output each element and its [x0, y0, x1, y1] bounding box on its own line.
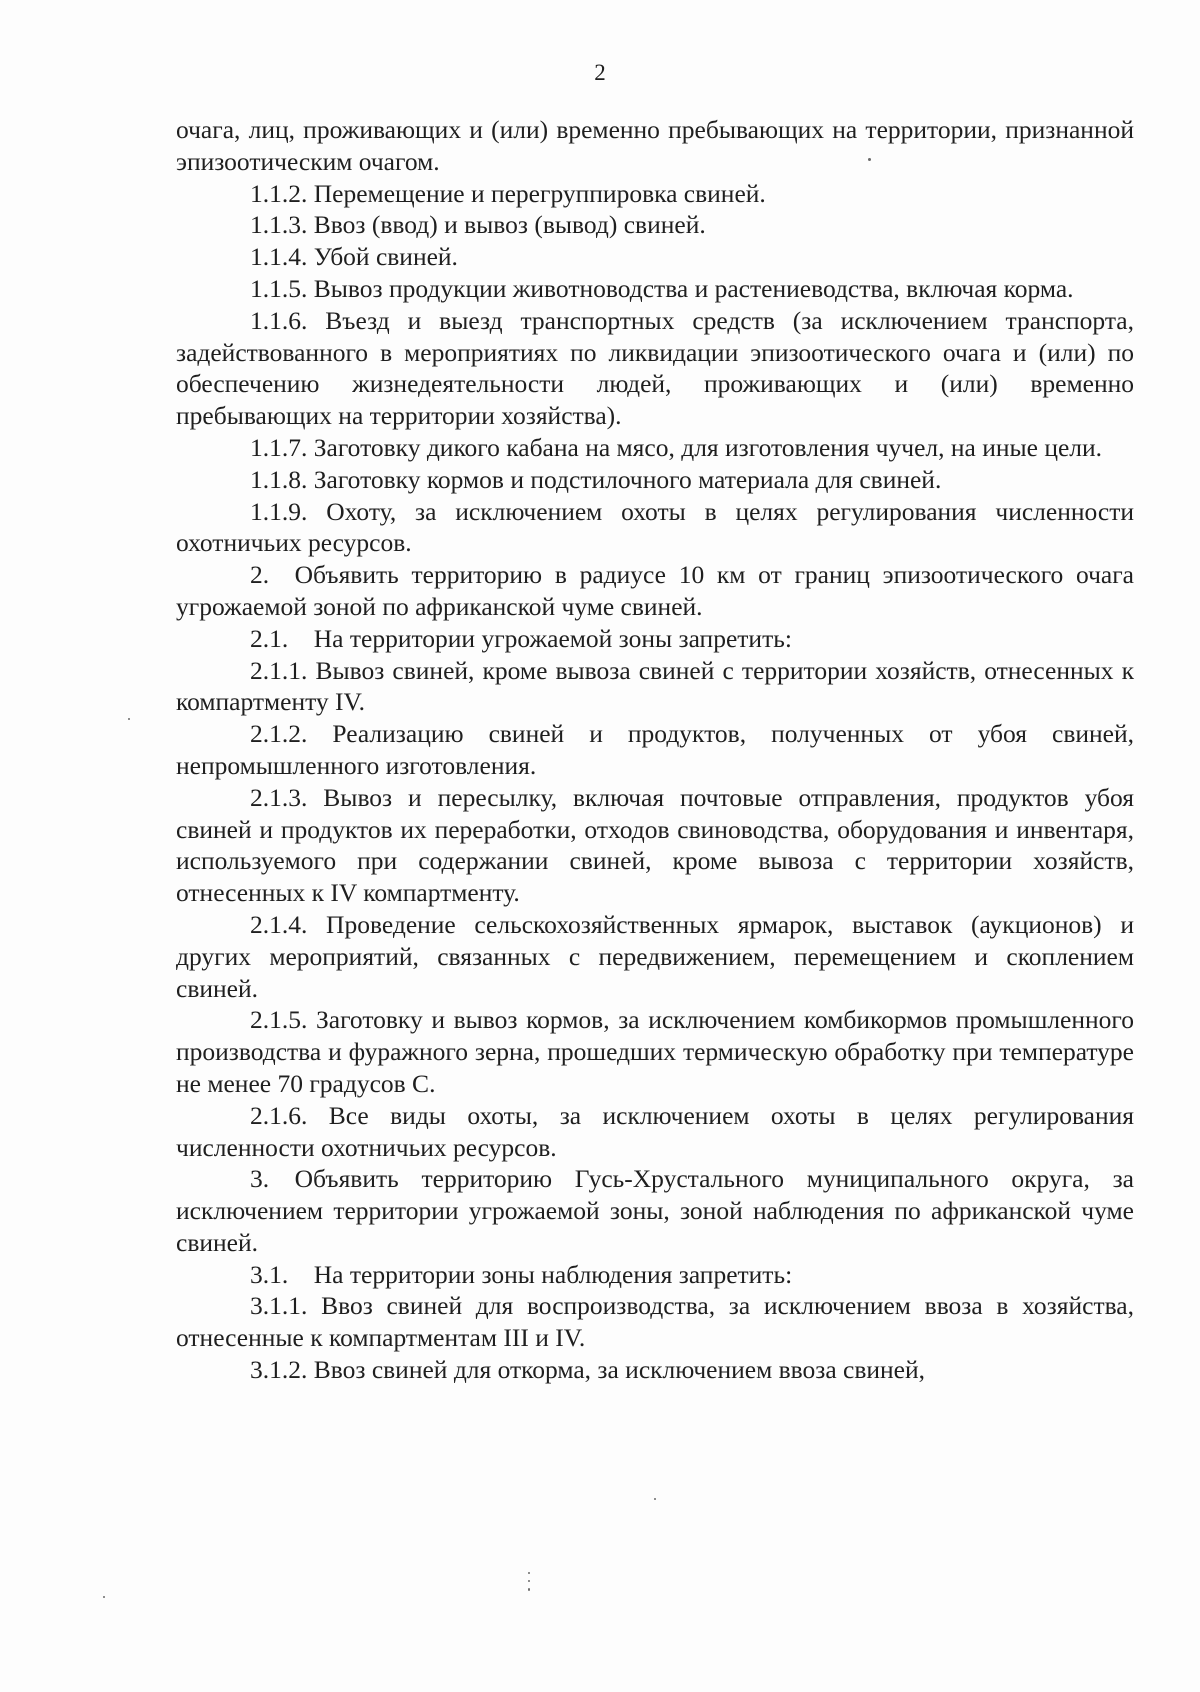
page-number: 2 [594, 60, 606, 85]
scan-speck [128, 718, 130, 720]
paragraph-2-1-3: 2.1.3. Вывоз и пересылку, включая почтовые отправления, продуктов убоя свиней и продуктов их переработки, отходов свиноводства, оборудования и инвентаря, используемого при содержании свиней, кроме вывоза с территории хозяйств, отнесенных к IV компартменту. [176, 782, 1134, 908]
scan-speck [528, 1572, 530, 1574]
scan-speck [868, 158, 871, 161]
paragraph-continuation: очага, лиц, проживающих и (или) временно пребывающих на территории, признанной эпизоотическим очагом. [176, 115, 1134, 176]
paragraph-1-1-2: 1.1.2. Перемещение и перегруппировка свиней. [250, 178, 766, 208]
scan-speck [528, 1580, 530, 1582]
paragraph-1-1-4: 1.1.4. Убой свиней. [250, 242, 458, 272]
scan-speck [528, 1588, 530, 1591]
paragraph-2: 2. Объявить территорию в радиусе 10 км от границ эпизоотического очага угрожаемой зоной по африканской чуме свиней. [176, 560, 1134, 621]
paragraph-2-1-6: 2.1.6. Все виды охоты, за исключением охоты в целях регулирования численности охотничьих ресурсов. [176, 1100, 1134, 1162]
paragraph-1-1-9: 1.1.9. Охоту, за исключением охоты в целях регулирования численности охотничьих ресурсов. [176, 496, 1134, 558]
paragraph-1-1-7: 1.1.7. Заготовку дикого кабана на мясо, для изготовления чучел, на иные цели. [250, 432, 1103, 462]
paragraph-3: 3. Объявить территорию Гусь-Хрустального муниципального округа, за исключением территории угрожаемой зоны, зоной наблюдения по африканской чуме свиней. [176, 1164, 1134, 1257]
paragraph-2-1-2: 2.1.2. Реализацию свиней и продуктов, полученных от убоя свиней, непромышленного изготовления. [176, 719, 1134, 780]
scan-speck [103, 1596, 105, 1598]
paragraph-1-1-8: 1.1.8. Заготовку кормов и подстилочного материала для свиней. [250, 464, 942, 494]
paragraph-1-1-5: 1.1.5. Вывоз продукции животноводства и растениеводства, включая корма. [250, 273, 1074, 303]
paragraph-2-1: 2.1. На территории угрожаемой зоны запретить: [250, 623, 792, 653]
paragraph-2-1-4: 2.1.4. Проведение сельскохозяйственных ярмарок, выставок (аукционов) и других мероприятий, связанных с передвижением, перемещением и скоплением свиней. [176, 909, 1134, 1003]
paragraph-2-1-5: 2.1.5. Заготовку и вывоз кормов, за исключением комбикормов промышленного производства и фуражного зерна, прошедших термическую обработку при температуре не менее 70 градусов С. [176, 1005, 1134, 1098]
paragraph-3-1: 3.1. На территории зоны наблюдения запретить: [250, 1259, 793, 1289]
paragraph-1-1-3: 1.1.3. Ввоз (ввод) и вывоз (вывод) свиней. [250, 210, 706, 240]
document-body [176, 114, 1134, 1386]
paragraph-3-1-2: 3.1.2. Ввоз свиней для откорма, за исключением ввоза свиней, [250, 1355, 926, 1385]
scan-speck [654, 1498, 656, 1500]
paragraph-3-1-1: 3.1.1. Ввоз свиней для воспроизводства, за исключением ввоза в хозяйства, отнесенные к компартментам III и IV. [176, 1291, 1134, 1353]
paragraph-1-1-6: 1.1.6. Въезд и выезд транспортных средств (за исключением транспорта, задействованного в мероприятиях по ликвидации эпизоотического очага и (или) по обеспечению жизнедеятельности людей, проживающих и (или) временно пребывающих на территории хозяйства). [176, 305, 1134, 431]
paragraph-2-1-1: 2.1.1. Вывоз свиней, кроме вывоза свиней с территории хозяйств, отнесенных к компартменту IV. [176, 655, 1134, 717]
